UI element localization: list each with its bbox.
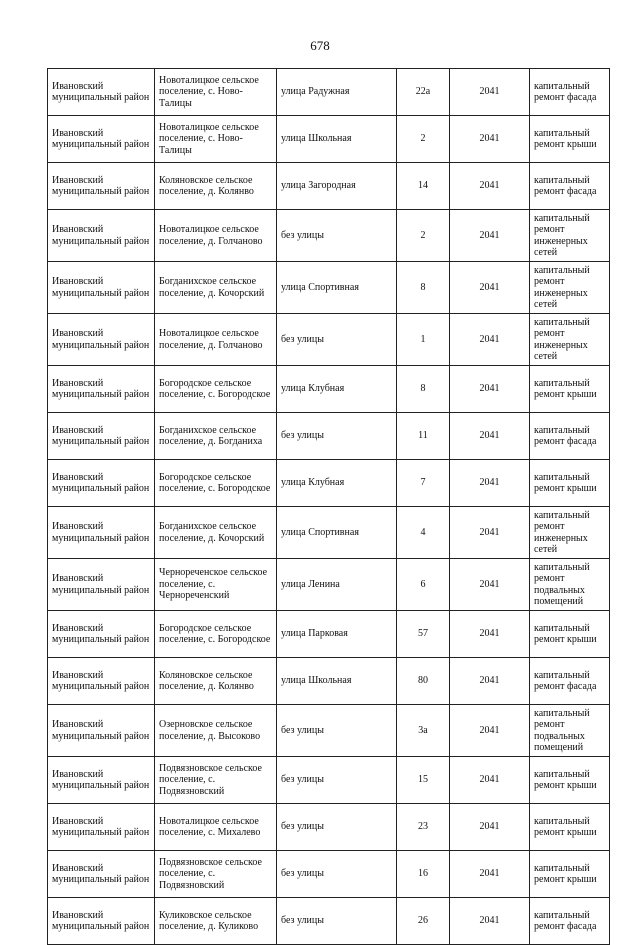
- table-row: [48, 210, 610, 262]
- house-number-cell: 22а: [397, 69, 450, 116]
- work-type-cell: капитальный ремонт крыши: [530, 804, 610, 851]
- house-number-cell: 15: [397, 757, 450, 804]
- house-number-cell: 4: [397, 507, 450, 559]
- year-cell: 2041: [450, 116, 530, 163]
- district-cell: Ивановский муниципальный район: [48, 210, 155, 262]
- work-type-cell: капитальный ремонт фасада: [530, 69, 610, 116]
- settlement-cell: Коляновское сельское поселение, д. Колянво: [155, 658, 277, 705]
- house-number-cell: 11: [397, 413, 450, 460]
- district-cell: Ивановский муниципальный район: [48, 804, 155, 851]
- district-cell: Ивановский муниципальный район: [48, 163, 155, 210]
- house-number-cell: 26: [397, 898, 450, 945]
- work-type-cell: капитальный ремонт подвальных помещений: [530, 559, 610, 611]
- street-cell: улица Парковая: [277, 611, 397, 658]
- page-number: 678: [310, 38, 330, 53]
- street-cell: улица Школьная: [277, 658, 397, 705]
- street-cell: без улицы: [277, 705, 397, 757]
- settlement-cell: Богородское сельское поселение, с. Богородское: [155, 611, 277, 658]
- settlement-cell: Новоталицкое сельское поселение, д. Голчаново: [155, 314, 277, 366]
- year-cell: 2041: [450, 757, 530, 804]
- work-type-cell: капитальный ремонт инженерных сетей: [530, 210, 610, 262]
- district-cell: Ивановский муниципальный район: [48, 262, 155, 314]
- year-cell: 2041: [450, 366, 530, 413]
- year-cell: 2041: [450, 507, 530, 559]
- settlement-cell: Новоталицкое сельское поселение, с. Ново-Талицы: [155, 116, 277, 163]
- table-row: [48, 314, 610, 366]
- street-cell: улица Клубная: [277, 460, 397, 507]
- settlement-cell: Куликовское сельское поселение, д. Куликово: [155, 898, 277, 945]
- district-cell: Ивановский муниципальный район: [48, 559, 155, 611]
- district-cell: Ивановский муниципальный район: [48, 898, 155, 945]
- district-cell: Ивановский муниципальный район: [48, 314, 155, 366]
- year-cell: 2041: [450, 559, 530, 611]
- street-cell: улица Ленина: [277, 559, 397, 611]
- table-row: [48, 163, 610, 210]
- year-cell: 2041: [450, 804, 530, 851]
- work-type-cell: капитальный ремонт крыши: [530, 460, 610, 507]
- work-type-cell: капитальный ремонт фасада: [530, 413, 610, 460]
- street-cell: без улицы: [277, 898, 397, 945]
- street-cell: без улицы: [277, 804, 397, 851]
- house-number-cell: 80: [397, 658, 450, 705]
- work-type-cell: капитальный ремонт фасада: [530, 898, 610, 945]
- street-cell: улица Спортивная: [277, 507, 397, 559]
- table-row: [48, 507, 610, 559]
- table-row: [48, 262, 610, 314]
- house-number-cell: 6: [397, 559, 450, 611]
- settlement-cell: Озерновское сельское поселение, д. Высоково: [155, 705, 277, 757]
- district-cell: Ивановский муниципальный район: [48, 69, 155, 116]
- street-cell: без улицы: [277, 210, 397, 262]
- settlement-cell: Богородское сельское поселение, с. Богородское: [155, 460, 277, 507]
- street-cell: улица Радужная: [277, 69, 397, 116]
- year-cell: 2041: [450, 314, 530, 366]
- table-row: [48, 851, 610, 898]
- street-cell: улица Клубная: [277, 366, 397, 413]
- settlement-cell: Богданихское сельское поселение, д. Кочорский: [155, 507, 277, 559]
- work-type-cell: капитальный ремонт инженерных сетей: [530, 314, 610, 366]
- table-row: [48, 611, 610, 658]
- table-row: [48, 804, 610, 851]
- registry-table-body: [48, 69, 610, 945]
- house-number-cell: 8: [397, 366, 450, 413]
- year-cell: 2041: [450, 851, 530, 898]
- year-cell: 2041: [450, 658, 530, 705]
- district-cell: Ивановский муниципальный район: [48, 611, 155, 658]
- street-cell: без улицы: [277, 314, 397, 366]
- table-row: [48, 757, 610, 804]
- house-number-cell: 2: [397, 210, 450, 262]
- year-cell: 2041: [450, 705, 530, 757]
- house-number-cell: 2: [397, 116, 450, 163]
- year-cell: 2041: [450, 898, 530, 945]
- work-type-cell: капитальный ремонт крыши: [530, 851, 610, 898]
- table-row: [48, 413, 610, 460]
- year-cell: 2041: [450, 460, 530, 507]
- work-type-cell: капитальный ремонт фасада: [530, 658, 610, 705]
- settlement-cell: Новоталицкое сельское поселение, с. Михалево: [155, 804, 277, 851]
- work-type-cell: капитальный ремонт инженерных сетей: [530, 262, 610, 314]
- house-number-cell: 23: [397, 804, 450, 851]
- work-type-cell: капитальный ремонт крыши: [530, 366, 610, 413]
- settlement-cell: Богданихское сельское поселение, д. Кочорский: [155, 262, 277, 314]
- work-type-cell: капитальный ремонт крыши: [530, 757, 610, 804]
- district-cell: Ивановский муниципальный район: [48, 851, 155, 898]
- house-number-cell: 14: [397, 163, 450, 210]
- street-cell: без улицы: [277, 757, 397, 804]
- table-row: [48, 559, 610, 611]
- table-row: [48, 460, 610, 507]
- table-row: [48, 366, 610, 413]
- settlement-cell: Богданихское сельское поселение, д. Богданиха: [155, 413, 277, 460]
- district-cell: Ивановский муниципальный район: [48, 116, 155, 163]
- settlement-cell: Новоталицкое сельское поселение, с. Ново-Талицы: [155, 69, 277, 116]
- settlement-cell: Чернореченское сельское поселение, с. Чернореченский: [155, 559, 277, 611]
- table-row: [48, 705, 610, 757]
- street-cell: улица Спортивная: [277, 262, 397, 314]
- year-cell: 2041: [450, 210, 530, 262]
- settlement-cell: Новоталицкое сельское поселение, д. Голчаново: [155, 210, 277, 262]
- house-number-cell: 1: [397, 314, 450, 366]
- district-cell: Ивановский муниципальный район: [48, 413, 155, 460]
- work-type-cell: капитальный ремонт фасада: [530, 163, 610, 210]
- settlement-cell: Богородское сельское поселение, с. Богородское: [155, 366, 277, 413]
- settlement-cell: Коляновское сельское поселение, д. Колянво: [155, 163, 277, 210]
- house-number-cell: 8: [397, 262, 450, 314]
- work-type-cell: капитальный ремонт крыши: [530, 611, 610, 658]
- street-cell: без улицы: [277, 413, 397, 460]
- district-cell: Ивановский муниципальный район: [48, 757, 155, 804]
- year-cell: 2041: [450, 611, 530, 658]
- year-cell: 2041: [450, 413, 530, 460]
- house-number-cell: 16: [397, 851, 450, 898]
- work-type-cell: капитальный ремонт инженерных сетей: [530, 507, 610, 559]
- house-number-cell: 3а: [397, 705, 450, 757]
- year-cell: 2041: [450, 69, 530, 116]
- district-cell: Ивановский муниципальный район: [48, 507, 155, 559]
- registry-table: [47, 68, 610, 945]
- table-row: [48, 658, 610, 705]
- table-row: [48, 116, 610, 163]
- work-type-cell: капитальный ремонт крыши: [530, 116, 610, 163]
- table-row: [48, 69, 610, 116]
- house-number-cell: 7: [397, 460, 450, 507]
- settlement-cell: Подвязновское сельское поселение, с. Подвязновский: [155, 757, 277, 804]
- district-cell: Ивановский муниципальный район: [48, 366, 155, 413]
- street-cell: без улицы: [277, 851, 397, 898]
- district-cell: Ивановский муниципальный район: [48, 460, 155, 507]
- year-cell: 2041: [450, 262, 530, 314]
- year-cell: 2041: [450, 163, 530, 210]
- work-type-cell: капитальный ремонт подвальных помещений: [530, 705, 610, 757]
- house-number-cell: 57: [397, 611, 450, 658]
- district-cell: Ивановский муниципальный район: [48, 658, 155, 705]
- street-cell: улица Загородная: [277, 163, 397, 210]
- district-cell: Ивановский муниципальный район: [48, 705, 155, 757]
- settlement-cell: Подвязновское сельское поселение, с. Подвязновский: [155, 851, 277, 898]
- street-cell: улица Школьная: [277, 116, 397, 163]
